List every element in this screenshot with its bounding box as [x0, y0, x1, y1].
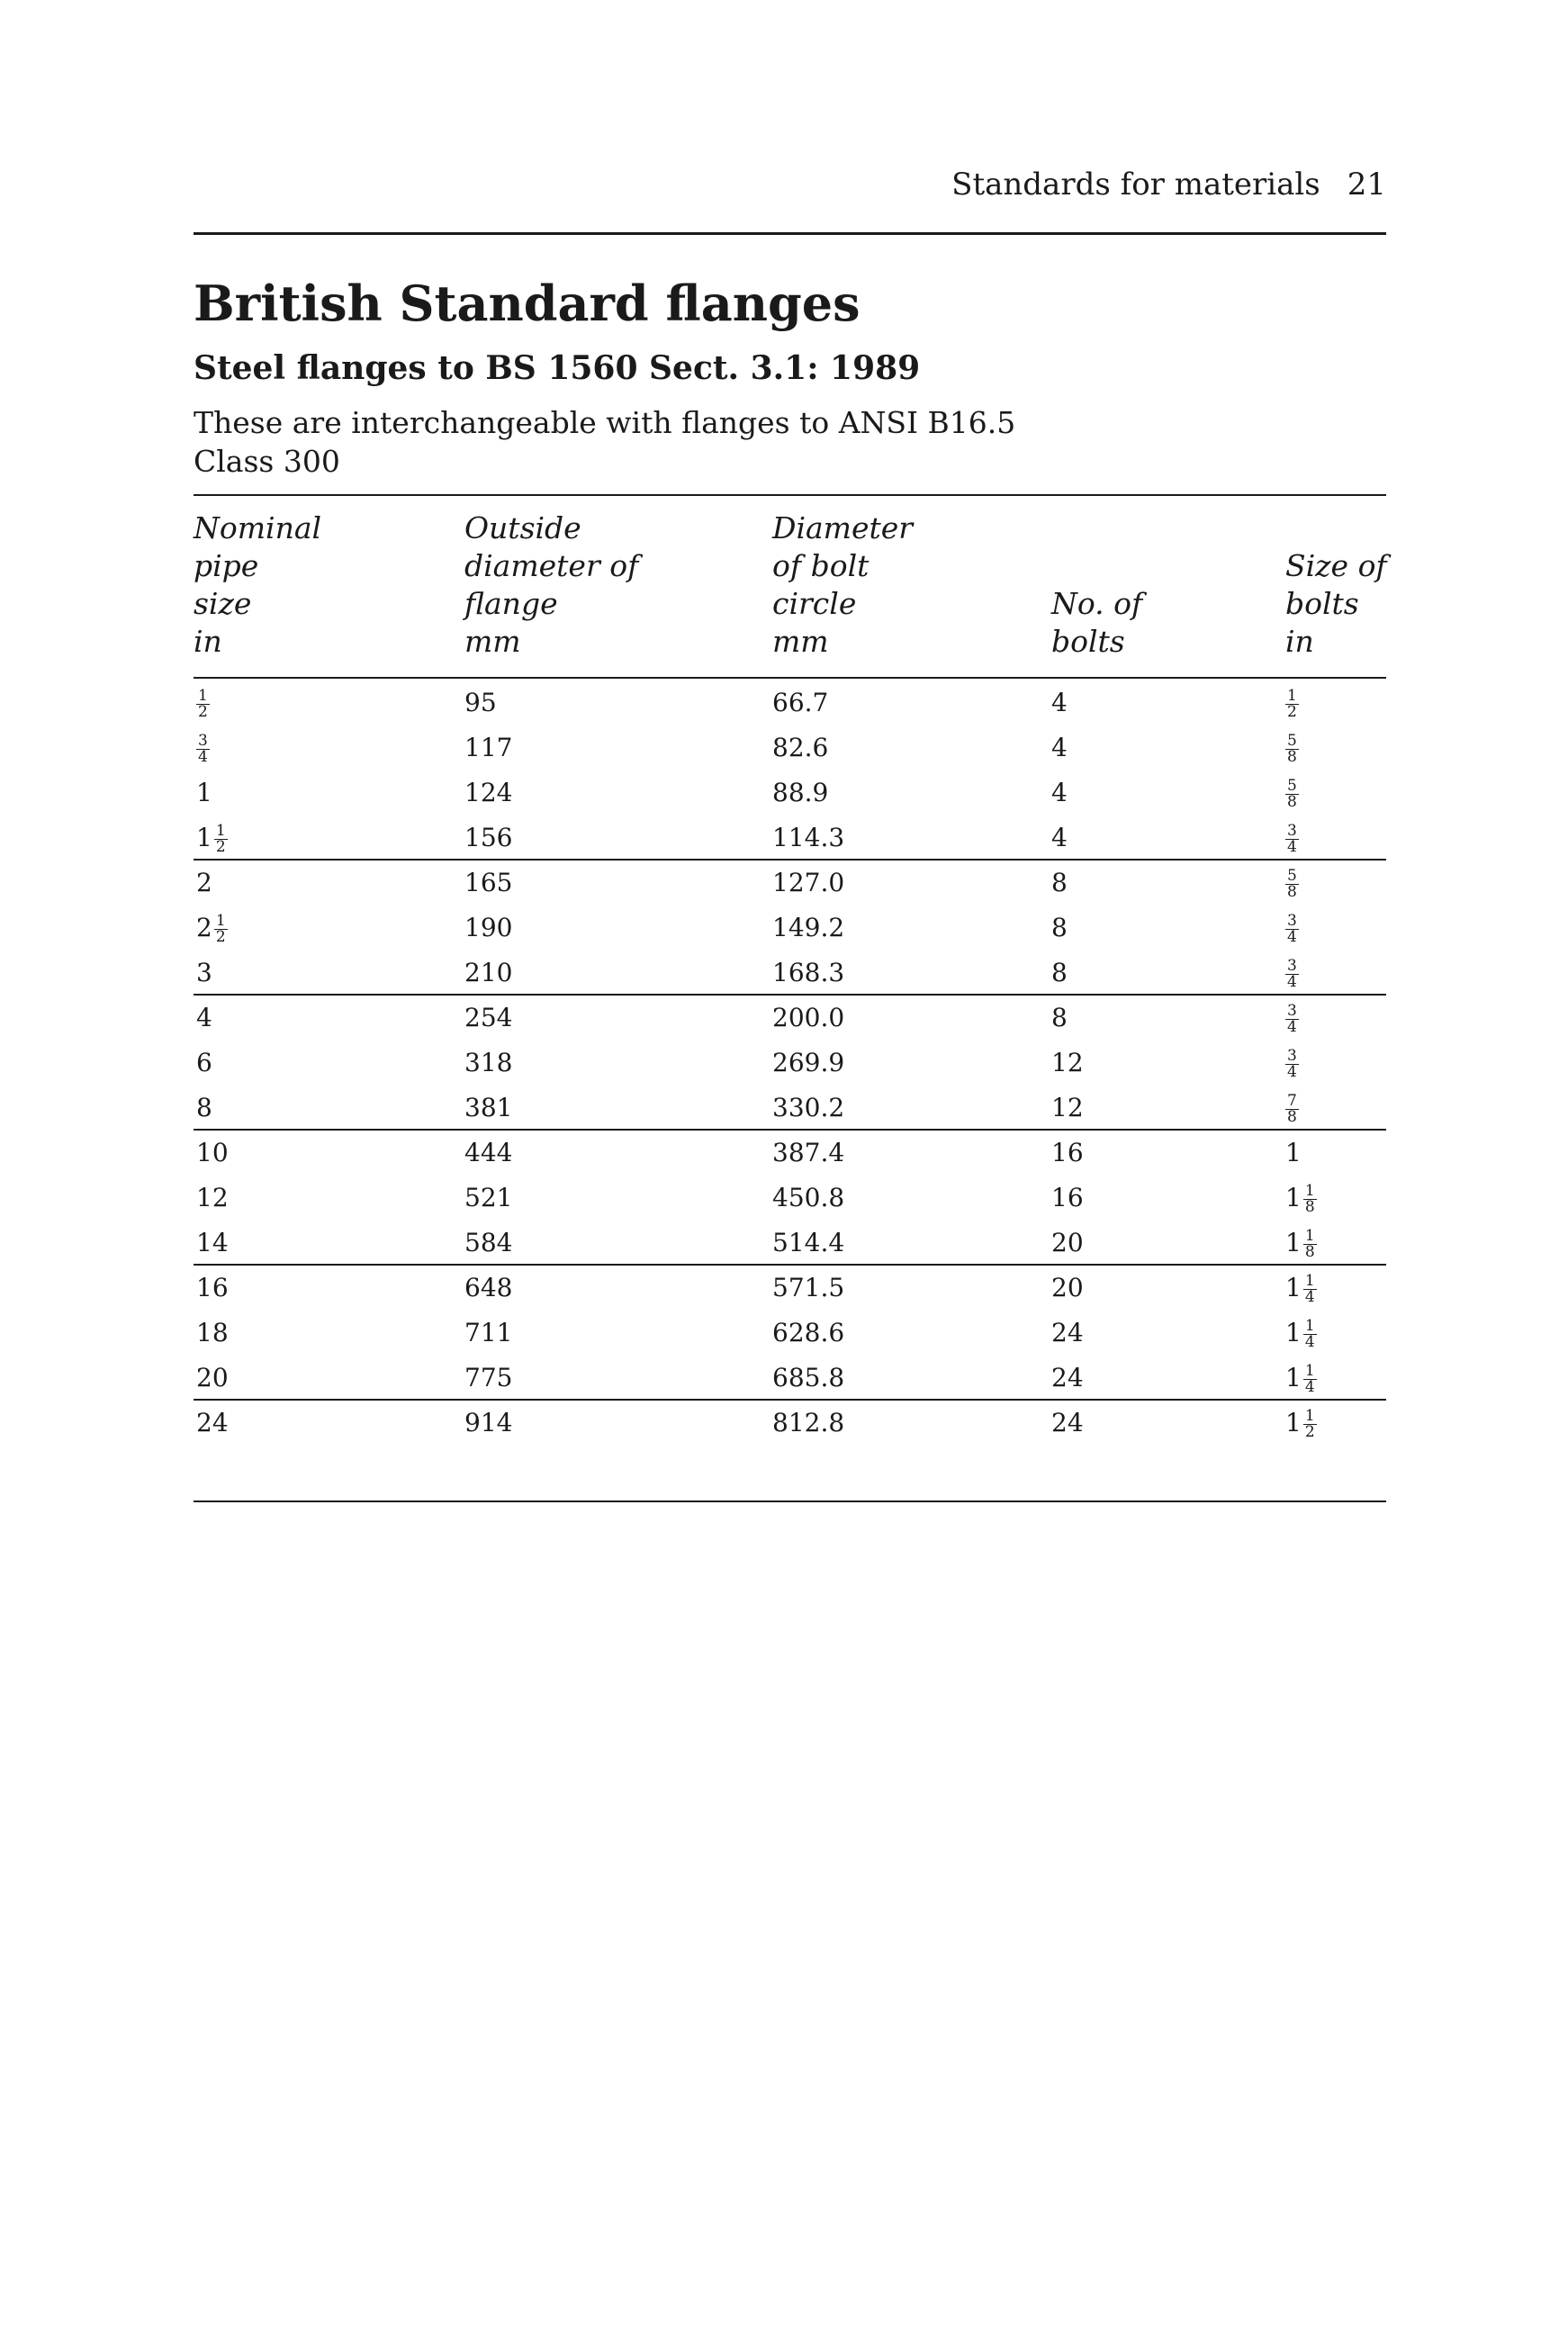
- whole-part: 1: [1285, 1318, 1302, 1347]
- numerator: 3: [1287, 1047, 1297, 1065]
- cell-bolt-circle: 127.0: [772, 868, 845, 897]
- denominator: 8: [1304, 1243, 1315, 1261]
- fraction: [214, 914, 228, 945]
- cell-bolt-circle: 450.8: [772, 1183, 845, 1212]
- numerator: 1: [1304, 1272, 1315, 1290]
- cell-nominal-size: [196, 823, 228, 855]
- running-head-text: Standards for materials: [951, 167, 1320, 203]
- denominator: 2: [1304, 1423, 1315, 1441]
- header-nominal-pipe-size: Nominal pipe size in: [194, 510, 322, 659]
- whole-part: 1: [1285, 1273, 1302, 1302]
- denominator: 8: [1304, 1198, 1315, 1216]
- denominator: 2: [198, 703, 208, 721]
- cell-bolt-circle: 269.9: [772, 1048, 845, 1077]
- cell-outside-diameter: 156: [464, 823, 513, 852]
- cell-bolt-count: 8: [1051, 913, 1068, 942]
- cell-outside-diameter: 711: [464, 1318, 513, 1347]
- cell-bolt-size: [1285, 733, 1299, 765]
- cell-bolt-count: 4: [1051, 688, 1068, 717]
- denominator: 2: [1287, 703, 1297, 721]
- fraction: [1285, 959, 1299, 990]
- cell-bolt-circle: 812.8: [772, 1408, 845, 1437]
- cell-outside-diameter: 775: [464, 1363, 513, 1392]
- cell-outside-diameter: 381: [464, 1093, 513, 1122]
- cell-bolt-size: [1285, 958, 1299, 990]
- cell-nominal-size: [196, 688, 210, 720]
- cell-bolt-circle: 114.3: [772, 823, 845, 852]
- cell-bolt-circle: 514.4: [772, 1228, 845, 1257]
- cell-bolt-circle: 82.6: [772, 733, 829, 762]
- cell-bolt-circle: 330.2: [772, 1093, 845, 1122]
- cell-bolt-circle: 168.3: [772, 958, 845, 987]
- fraction: [1285, 689, 1299, 720]
- fraction: [1285, 1094, 1299, 1125]
- cell-nominal-size: [196, 733, 210, 765]
- numerator: 3: [1287, 957, 1297, 975]
- denominator: 4: [1304, 1378, 1315, 1396]
- cell-bolt-count: 8: [1051, 958, 1068, 987]
- denominator: 8: [1287, 793, 1297, 811]
- whole-part: 2: [196, 913, 212, 942]
- cell-bolt-count: 20: [1051, 1273, 1084, 1302]
- numerator: 7: [1287, 1092, 1297, 1110]
- cell-nominal-size: 18: [196, 1318, 229, 1347]
- fraction: [214, 824, 228, 855]
- cell-nominal-size: [196, 913, 228, 945]
- cell-bolt-count: 20: [1051, 1228, 1084, 1257]
- cell-bolt-count: 4: [1051, 733, 1068, 762]
- cell-outside-diameter: 124: [464, 778, 513, 807]
- header-outside-diameter: Outside diameter of flange mm: [464, 510, 639, 659]
- header-number-of-bolts: No. of bolts: [1051, 586, 1143, 659]
- fraction: [1303, 1184, 1317, 1215]
- cell-bolt-size: [1285, 1318, 1317, 1350]
- cell-bolt-size: [1285, 1363, 1317, 1395]
- fraction: [196, 734, 210, 765]
- header-bolt-size: Size of bolts in: [1285, 548, 1387, 659]
- cell-bolt-count: 8: [1051, 1003, 1068, 1032]
- cell-bolt-size: [1285, 688, 1299, 720]
- denominator: 4: [1287, 1063, 1297, 1081]
- group-rule: [194, 859, 1386, 861]
- cell-nominal-size: 2: [196, 868, 212, 897]
- denominator: 2: [215, 838, 226, 856]
- cell-bolt-circle: 149.2: [772, 913, 845, 942]
- cell-bolt-circle: 685.8: [772, 1363, 845, 1392]
- cell-outside-diameter: 521: [464, 1183, 513, 1212]
- cell-bolt-count: 4: [1051, 823, 1068, 852]
- fraction: [196, 689, 210, 720]
- fraction: [1303, 1229, 1317, 1260]
- cell-outside-diameter: 117: [464, 733, 513, 762]
- denominator: 4: [1287, 838, 1297, 856]
- cell-bolt-count: 24: [1051, 1408, 1084, 1437]
- cell-bolt-size: [1285, 1228, 1317, 1260]
- cell-outside-diameter: 254: [464, 1003, 513, 1032]
- cell-nominal-size: 8: [196, 1093, 212, 1122]
- denominator: 4: [1287, 1018, 1297, 1036]
- cell-outside-diameter: 914: [464, 1408, 513, 1437]
- fraction: [1303, 1274, 1317, 1305]
- denominator: 4: [1304, 1333, 1315, 1351]
- cell-nominal-size: 4: [196, 1003, 212, 1032]
- cell-nominal-size: 3: [196, 958, 212, 987]
- denominator: 4: [1287, 973, 1297, 991]
- cell-bolt-size: [1285, 1273, 1317, 1305]
- numerator: 1: [198, 687, 208, 705]
- cell-bolt-count: 12: [1051, 1093, 1084, 1122]
- table-top-rule: [194, 494, 1386, 496]
- fraction: [1285, 869, 1299, 900]
- top-rule: [194, 232, 1386, 235]
- header-bolt-circle-diameter: Diameter of bolt circle mm: [772, 510, 914, 659]
- cell-bolt-count: 16: [1051, 1138, 1084, 1167]
- header-rule: [194, 677, 1386, 679]
- numerator: 1: [1304, 1362, 1315, 1380]
- cell-bolt-count: 4: [1051, 778, 1068, 807]
- cell-bolt-circle: 200.0: [772, 1003, 845, 1032]
- fraction: [1285, 824, 1299, 855]
- cell-nominal-size: 6: [196, 1048, 212, 1077]
- numerator: 3: [198, 732, 208, 750]
- denominator: 4: [1287, 928, 1297, 946]
- fraction: [1285, 779, 1299, 810]
- numerator: 1: [215, 912, 226, 930]
- cell-bolt-size: 1: [1285, 1138, 1302, 1167]
- fraction: [1285, 1049, 1299, 1080]
- numerator: 1: [1304, 1317, 1315, 1335]
- cell-bolt-circle: 628.6: [772, 1318, 845, 1347]
- fraction: [1285, 914, 1299, 945]
- running-head: [936, 167, 1386, 203]
- numerator: 3: [1287, 912, 1297, 930]
- fraction: [1303, 1319, 1317, 1350]
- fraction: [1303, 1364, 1317, 1395]
- cell-bolt-count: 8: [1051, 868, 1068, 897]
- numerator: 1: [1304, 1407, 1315, 1425]
- fraction: [1285, 1004, 1299, 1035]
- cell-outside-diameter: 190: [464, 913, 513, 942]
- group-rule: [194, 994, 1386, 996]
- denominator: 4: [1304, 1288, 1315, 1306]
- numerator: 5: [1287, 777, 1297, 795]
- cell-bolt-size: [1285, 913, 1299, 945]
- note-line: These are interchangeable with flanges to ANSI B16.5: [194, 405, 1016, 440]
- denominator: 8: [1287, 883, 1297, 901]
- numerator: 1: [215, 822, 226, 840]
- cell-outside-diameter: 444: [464, 1138, 513, 1167]
- cell-nominal-size: 14: [196, 1228, 229, 1257]
- cell-bolt-size: [1285, 1093, 1299, 1125]
- cell-bolt-circle: 88.9: [772, 778, 829, 807]
- cell-nominal-size: 16: [196, 1273, 229, 1302]
- cell-nominal-size: 10: [196, 1138, 229, 1167]
- group-rule: [194, 1264, 1386, 1266]
- table-bottom-rule: [194, 1500, 1386, 1502]
- cell-bolt-size: [1285, 1408, 1317, 1440]
- cell-outside-diameter: 648: [464, 1273, 513, 1302]
- whole-part: 1: [196, 823, 212, 852]
- cell-bolt-size: [1285, 868, 1299, 900]
- cell-nominal-size: 24: [196, 1408, 229, 1437]
- cell-bolt-size: [1285, 1003, 1299, 1035]
- page-title: British Standard flanges: [194, 275, 861, 332]
- cell-bolt-size: [1285, 1183, 1317, 1215]
- cell-bolt-count: 16: [1051, 1183, 1084, 1212]
- group-rule: [194, 1399, 1386, 1401]
- fraction: [1303, 1409, 1317, 1440]
- whole-part: 1: [1285, 1408, 1302, 1437]
- cell-nominal-size: 20: [196, 1363, 229, 1392]
- numerator: 3: [1287, 822, 1297, 840]
- cell-nominal-size: 12: [196, 1183, 229, 1212]
- denominator: 2: [215, 928, 226, 946]
- cell-bolt-count: 24: [1051, 1318, 1084, 1347]
- cell-bolt-size: [1285, 778, 1299, 810]
- fraction: [1285, 734, 1299, 765]
- cell-outside-diameter: 165: [464, 868, 513, 897]
- cell-bolt-circle: 66.7: [772, 688, 829, 717]
- numerator: 1: [1304, 1227, 1315, 1245]
- cell-outside-diameter: 95: [464, 688, 497, 717]
- cell-outside-diameter: 210: [464, 958, 513, 987]
- intro-note: [194, 403, 1015, 481]
- cell-nominal-size: 1: [196, 778, 212, 807]
- cell-outside-diameter: 318: [464, 1048, 513, 1077]
- denominator: 8: [1287, 1108, 1297, 1126]
- cell-bolt-count: 24: [1051, 1363, 1084, 1392]
- cell-bolt-size: [1285, 823, 1299, 855]
- cell-bolt-circle: 387.4: [772, 1138, 845, 1167]
- numerator: 1: [1287, 687, 1297, 705]
- whole-part: 1: [1285, 1183, 1302, 1212]
- numerator: 5: [1287, 867, 1297, 885]
- numerator: 3: [1287, 1002, 1297, 1020]
- note-line: Class 300: [194, 444, 340, 479]
- cell-outside-diameter: 584: [464, 1228, 513, 1257]
- whole-part: 1: [1285, 1228, 1302, 1257]
- denominator: 8: [1287, 748, 1297, 766]
- section-subtitle: Steel flanges to BS 1560 Sect. 3.1: 1989: [194, 349, 921, 387]
- cell-bolt-circle: 571.5: [772, 1273, 845, 1302]
- numerator: 5: [1287, 732, 1297, 750]
- page-number: 21: [1347, 167, 1386, 203]
- group-rule: [194, 1129, 1386, 1131]
- whole-part: 1: [1285, 1363, 1302, 1392]
- cell-bolt-size: [1285, 1048, 1299, 1080]
- cell-bolt-count: 12: [1051, 1048, 1084, 1077]
- numerator: 1: [1304, 1182, 1315, 1200]
- denominator: 4: [198, 748, 208, 766]
